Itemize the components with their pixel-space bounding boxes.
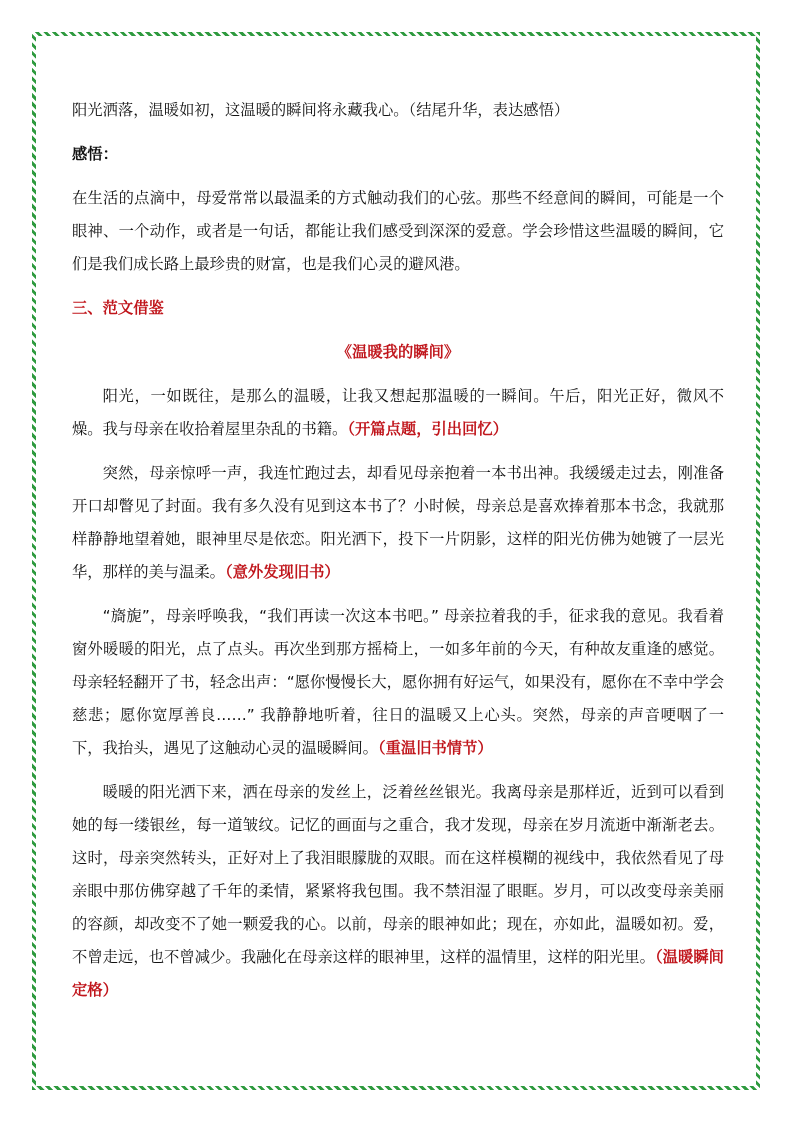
annotation-note: （重温旧书情节） xyxy=(377,739,493,757)
essay-paragraph-1 xyxy=(72,380,724,446)
paragraph-text: 阳光，一如既往，是那么的温暖，让我又想起那温暖的一瞬间。午后，阳光正好，微风不燥。我与母亲在收拾着屋里杂乱的书籍。 xyxy=(72,387,724,438)
paragraph-text: “旖旎”，母亲呼唤我，“我们再读一次这本书吧。” 母亲拉着我的手，征求我的意见。我看着窗外暖暖的阳光，点了点头。再次坐到那方摇椅上，一如多年前的今天，有种故友重逢的感觉。母亲轻轻翻开了书，轻念出声：“愿你慢慢长大，愿你拥有好运气，如果没有，愿你在不幸中学会慈悲；愿你宽厚善良……” 我静静地听着，往日的温暖又上心头。突然，母亲的声音哽咽了一下，我抬头，遇见了这触动心灵的温暖瞬间。 xyxy=(72,607,724,757)
annotation-note: （意外发现旧书） xyxy=(224,563,340,581)
paragraph-ganwu: 在生活的点滴中，母爱常常以最温柔的方式触动我们的心弦。那些不经意间的瞬间，可能是一个眼神、一个动作，或者是一句话，都能让我们感受到深深的爱意。学会珍惜这些温暖的瞬间，它们是我们成长路上最珍贵的财富，也是我们心灵的避风港。 xyxy=(72,189,724,273)
essay-paragraph-2 xyxy=(72,457,724,589)
paragraph-text: 暖暖的阳光洒下来，洒在母亲的发丝上，泛着丝丝银光。我离母亲是那样近，近到可以看到她的每一缕银丝，每一道皱纹。记忆的画面与之重合，我才发现，母亲在岁月流逝中渐渐老去。这时，母亲突然转头，正好对上了我泪眼朦胧的双眼。而在这样模糊的视线中，我依然看见了母亲眼中那仿佛穿越了千年的柔情，紧紧将我包围。我不禁泪湿了眼眶。岁月，可以改变母亲美丽的容颜，却改变不了她一颗爱我的心。以前，母亲的眼神如此；现在，亦如此，温暖如初。爱，不曾走远，也不曾减少。我融化在母亲这样的眼神里，这样的温情里，这样的阳光里。 xyxy=(72,783,724,966)
essay-title: 《温暖我的瞬间》 xyxy=(336,343,460,361)
essay-paragraph-3 xyxy=(72,600,724,765)
paragraph-text: 阳光洒落，温暖如初，这温暖的瞬间将永藏我心。 xyxy=(72,101,409,119)
ganwu-heading: 感悟： xyxy=(72,145,118,163)
annotation-note: （结尾升华，表达感悟） xyxy=(408,101,570,119)
essay-paragraph-4 xyxy=(72,776,724,1007)
document-body xyxy=(72,94,724,1007)
annotation-note: （温暖瞬间定格） xyxy=(72,948,724,999)
section-heading: 三、范文借鉴 xyxy=(72,299,164,317)
paragraph-text: 突然，母亲惊呼一声，我连忙跑过去，却看见母亲抱着一本书出神。我缓缓走过去，刚准备开口却瞥见了封面。我有多久没有见到这本书了？小时候，母亲总是喜欢捧着那本书念，我就那样静静地望着她，眼神里尽是依恋。阳光洒下，投下一片阴影，这样的阳光仿佛为她镀了一层光华，那样的美与温柔。 xyxy=(72,464,724,581)
paragraph-conclusion xyxy=(72,94,724,127)
annotation-note: （开篇点题，引出回忆） xyxy=(347,420,508,438)
